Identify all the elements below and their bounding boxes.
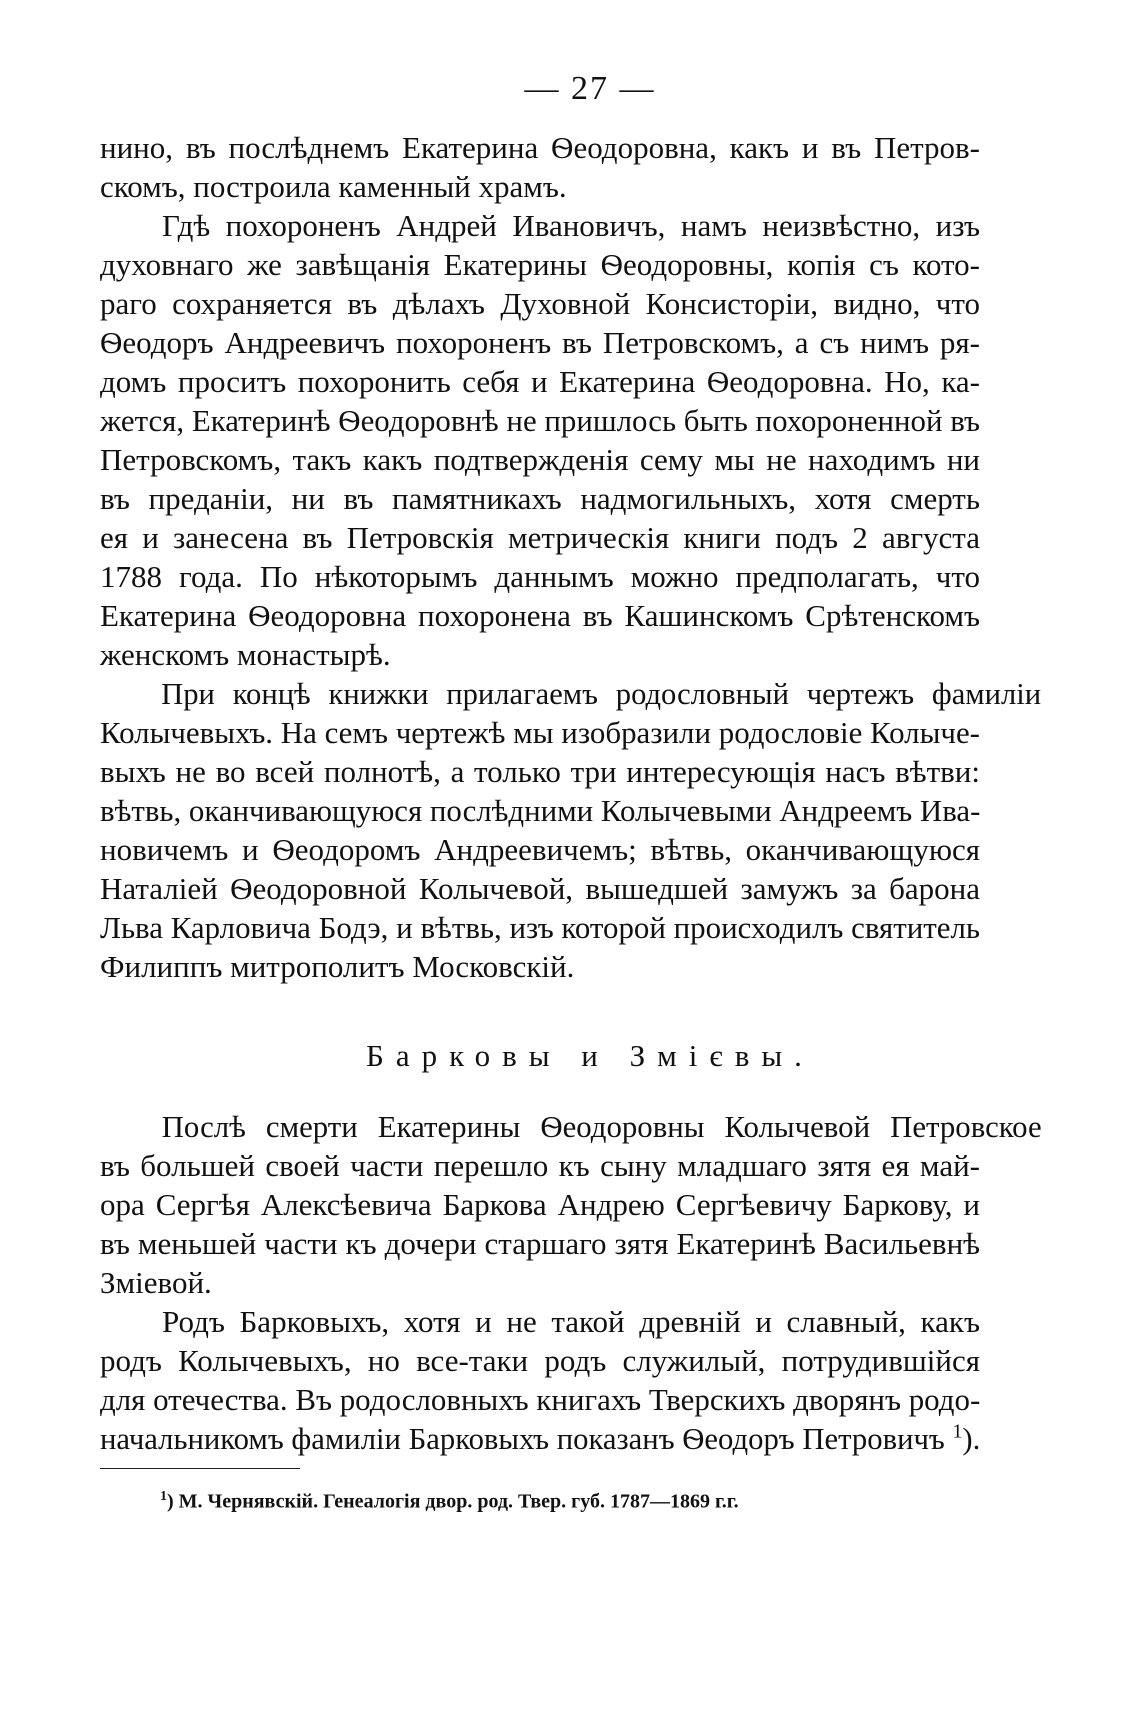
text-line: ея и занесена въ Петровскія метрическія книги подъ 2 августа: [100, 520, 980, 555]
text-line-content: начальникомъ фамиліи Барковыхъ показанъ Ѳеодоръ Петровичъ: [100, 1421, 945, 1456]
text-line: въ меньшей части къ дочери старшаго зятя Екатеринѣ Васильевнѣ: [100, 1226, 980, 1261]
text-line: Ѳеодоръ Андреевичъ похороненъ въ Петровскомъ, а съ нимъ ря-: [100, 325, 980, 360]
text-line: духовнаго же завѣщанія Екатерины Ѳеодоровны, копія съ кото-: [100, 247, 980, 282]
text-line: вѣтвь, оканчивающуюся послѣдними Колычевыми Андреемъ Ива-: [100, 793, 981, 828]
section-heading: Барковы и Змієвы.: [366, 1038, 814, 1073]
text-line: ора Сергѣя Алексѣевича Баркова Андрею Сергѣевичу Баркову, и: [100, 1187, 980, 1222]
text-line-with-footnote: [100, 1419, 980, 1458]
text-line: скомъ, построила каменный храмъ.: [100, 169, 567, 204]
text-line: Наталіей Ѳеодоровной Колычевой, вышедшей замужъ за барона: [100, 871, 980, 906]
footnote-reference[interactable]: 1: [952, 1420, 963, 1443]
text-line: Зміевой.: [100, 1265, 212, 1300]
text-line: въ большей своей части перешло къ сыну младшаго зятя ея май-: [100, 1148, 980, 1183]
text-line: родъ Колычевыхъ, но все-таки родъ служилый, потрудившійся: [100, 1343, 980, 1378]
text-line: Филиппъ митрополитъ Московскій.: [100, 949, 575, 984]
text-line-tail: ).: [962, 1421, 981, 1456]
text-line: для отечества. Въ родословныхъ книгахъ Тверскихъ дворянъ родо-: [100, 1382, 981, 1417]
text-line: Екатерина Ѳеодоровна похоронена въ Кашинскомъ Срѣтенскомъ: [100, 598, 980, 633]
text-line: раго сохраняется въ дѣлахъ Духовной Консисторіи, видно, что: [100, 286, 980, 321]
page-number: — 27 —: [524, 70, 656, 107]
text-line: домъ проситъ похоронить себя и Екатерина Ѳеодоровна. Но, ка-: [100, 364, 980, 399]
text-line: При концѣ книжки прилагаемъ родословный чертежъ фамиліи: [161, 676, 1042, 711]
text-line: новичемъ и Ѳеодоромъ Андреевичемъ; вѣтвь, оканчивающуюся: [100, 832, 980, 867]
text-line: Петровскомъ, такъ какъ подтвержденія сему мы не находимъ ни: [100, 442, 980, 477]
text-line: женскомъ монастырѣ.: [100, 637, 391, 672]
text-line: 1788 года. По нѣкоторымъ даннымъ можно предполагать, что: [100, 559, 980, 594]
text-line: Колычевыхъ. На семъ чертежѣ мы изобразили родословіе Колыче-: [100, 715, 980, 750]
footnote: [160, 1489, 739, 1514]
footnote-text: ) М. Чернявскій. Генеалогія двор. род. Твер. губ. 1787—1869 г.г.: [167, 1490, 739, 1513]
text-line: выхъ не во всей полнотѣ, а только три интересующія насъ вѣтви:: [100, 754, 980, 789]
text-line: Гдѣ похороненъ Андрей Ивановичъ, намъ неизвѣстно, изъ: [162, 208, 980, 243]
text-line: Льва Карловича Бодэ, и вѣтвь, изъ которой происходилъ святитель: [100, 910, 980, 945]
footnote-marker: 1: [160, 1489, 167, 1504]
text-line: нино, въ послѣднемъ Екатерина Ѳеодоровна, какъ и въ Петров-: [100, 130, 980, 165]
text-line: въ преданіи, ни въ памятникахъ надмогильныхъ, хотя смерть: [100, 481, 980, 516]
main-text-bottom: [100, 1107, 1042, 1458]
text-line: Родъ Барковыхъ, хотя и не такой древній и славный, какъ: [162, 1304, 980, 1339]
text-line: жется, Екатеринѣ Ѳеодоровнѣ не пришлось быть похороненной въ: [100, 403, 980, 438]
footnote-divider: [100, 1468, 300, 1469]
main-text-top: [100, 128, 1042, 986]
text-line: Послѣ смерти Екатерины Ѳеодоровны Колычевой Петровское: [161, 1109, 1042, 1144]
